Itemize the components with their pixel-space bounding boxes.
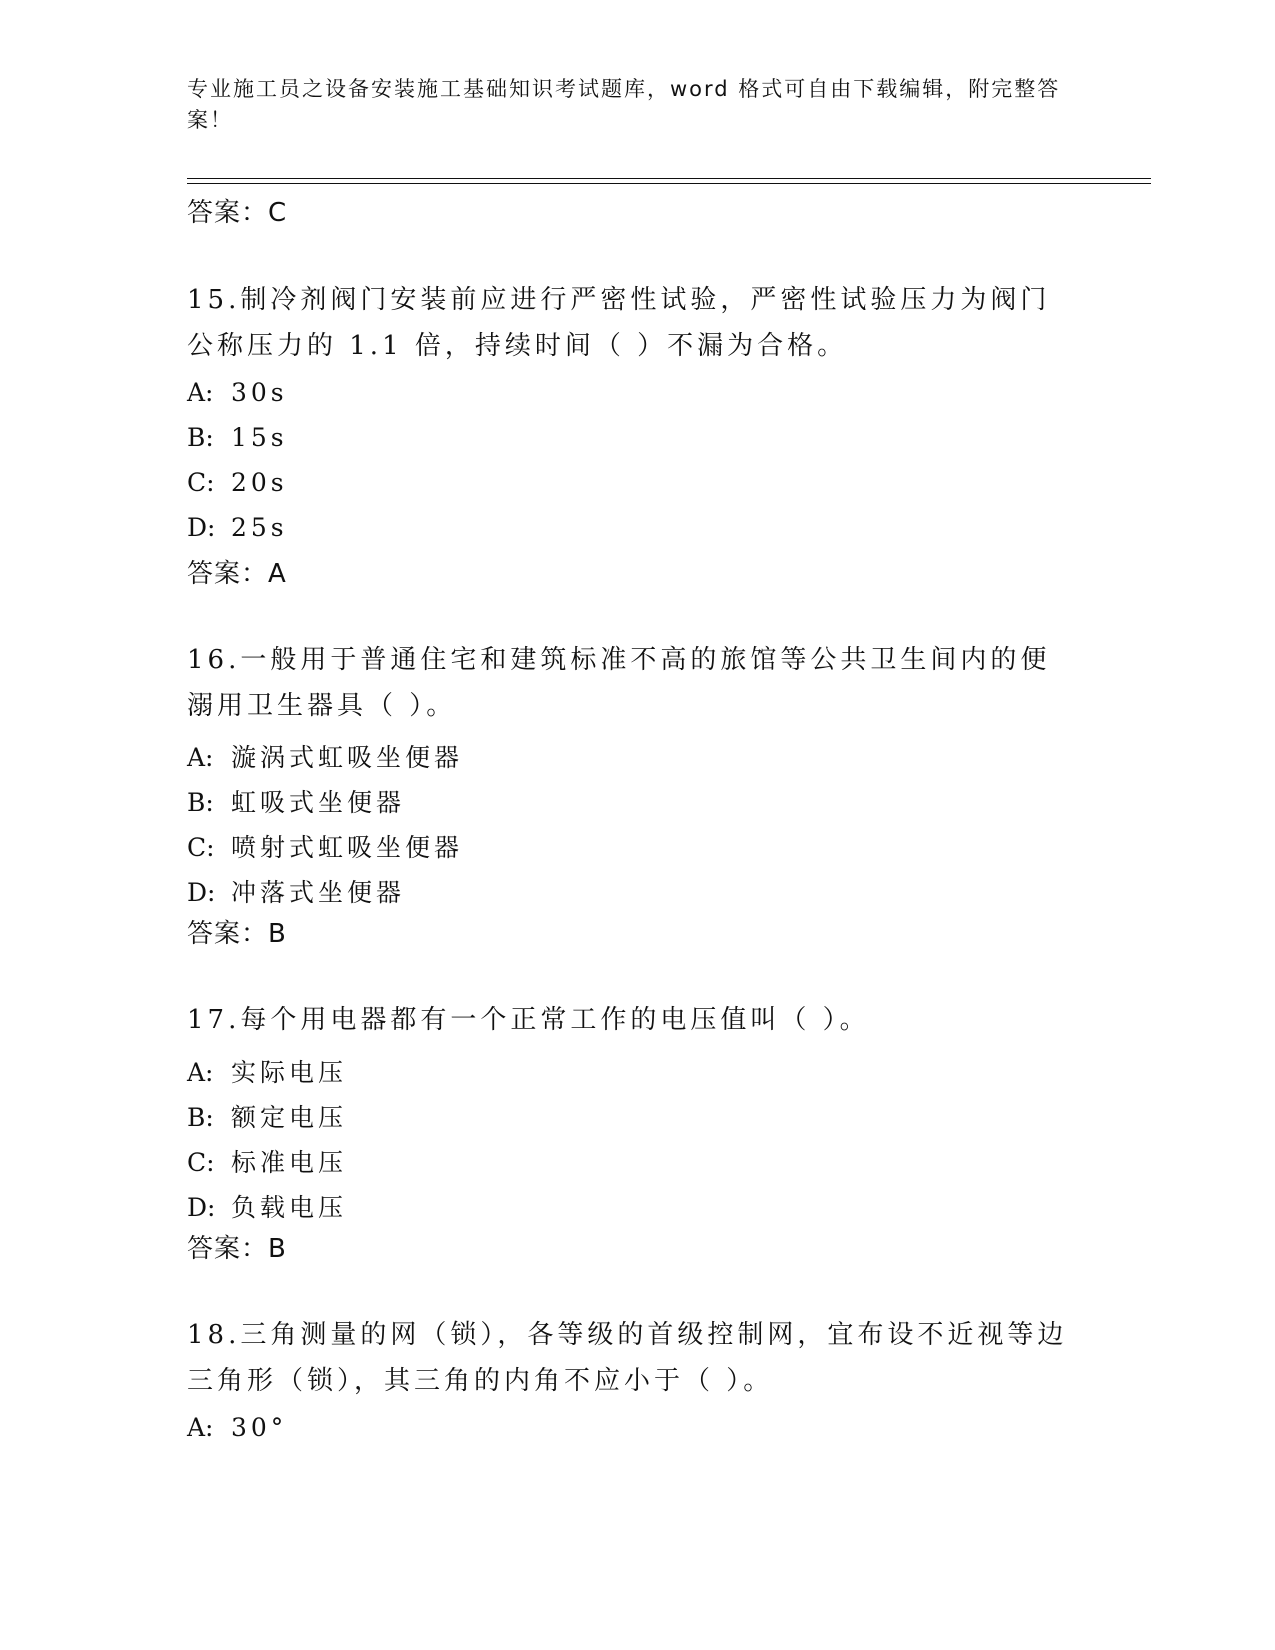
- question-17-option-b: B: 额定电压: [187, 1103, 348, 1132]
- question-16-stem: 16.一般用于普通住宅和建筑标准不高的旅馆等公共卫生间内的便溺用卫生器具（ ）。: [187, 645, 1051, 721]
- question-18-option-a: A: 30°: [187, 1413, 288, 1442]
- header-rule-top: [187, 178, 1151, 179]
- question-18-stem: 18.三角测量的网（锁），各等级的首级控制网，宜布设不近视等边三角形（锁），其三角的内角不应小于（ ）。: [187, 1320, 1068, 1396]
- question-15-option-c: C: 20s: [187, 468, 288, 497]
- header-rule-bottom: [187, 183, 1151, 184]
- question-17-option-a: A: 实际电压: [187, 1058, 348, 1087]
- question-16-option-d: D: 冲落式坐便器: [187, 878, 406, 907]
- question-17-stem: 17.每个用电器都有一个正常工作的电压值叫（ ）。: [187, 1005, 870, 1035]
- question-16-option-b: B: 虹吸式坐便器: [187, 788, 406, 817]
- question-16-option-a: A: 漩涡式虹吸坐便器: [187, 743, 464, 772]
- answer-prev: 答案：C: [187, 198, 288, 228]
- question-15-option-a: A: 30s: [187, 378, 288, 407]
- question-17-answer: 答案：B: [187, 1234, 287, 1264]
- question-15-option-b: B: 15s: [187, 423, 288, 452]
- question-17-option-d: D: 负载电压: [187, 1193, 348, 1222]
- document-header: 专业施工员之设备安装施工基础知识考试题库，word 格式可自由下载编辑，附完整答案！: [187, 77, 1061, 132]
- question-15-stem: 15.制冷剂阀门安装前应进行严密性试验，严密性试验压力为阀门公称压力的 1.1 倍，持续时间（ ）不漏为合格。: [187, 285, 1051, 361]
- question-16-answer: 答案：B: [187, 919, 287, 949]
- question-15-answer: 答案：A: [187, 559, 287, 589]
- question-16-option-c: C: 喷射式虹吸坐便器: [187, 833, 464, 862]
- question-17-option-c: C: 标准电压: [187, 1148, 348, 1177]
- question-15-option-d: D: 25s: [187, 513, 288, 542]
